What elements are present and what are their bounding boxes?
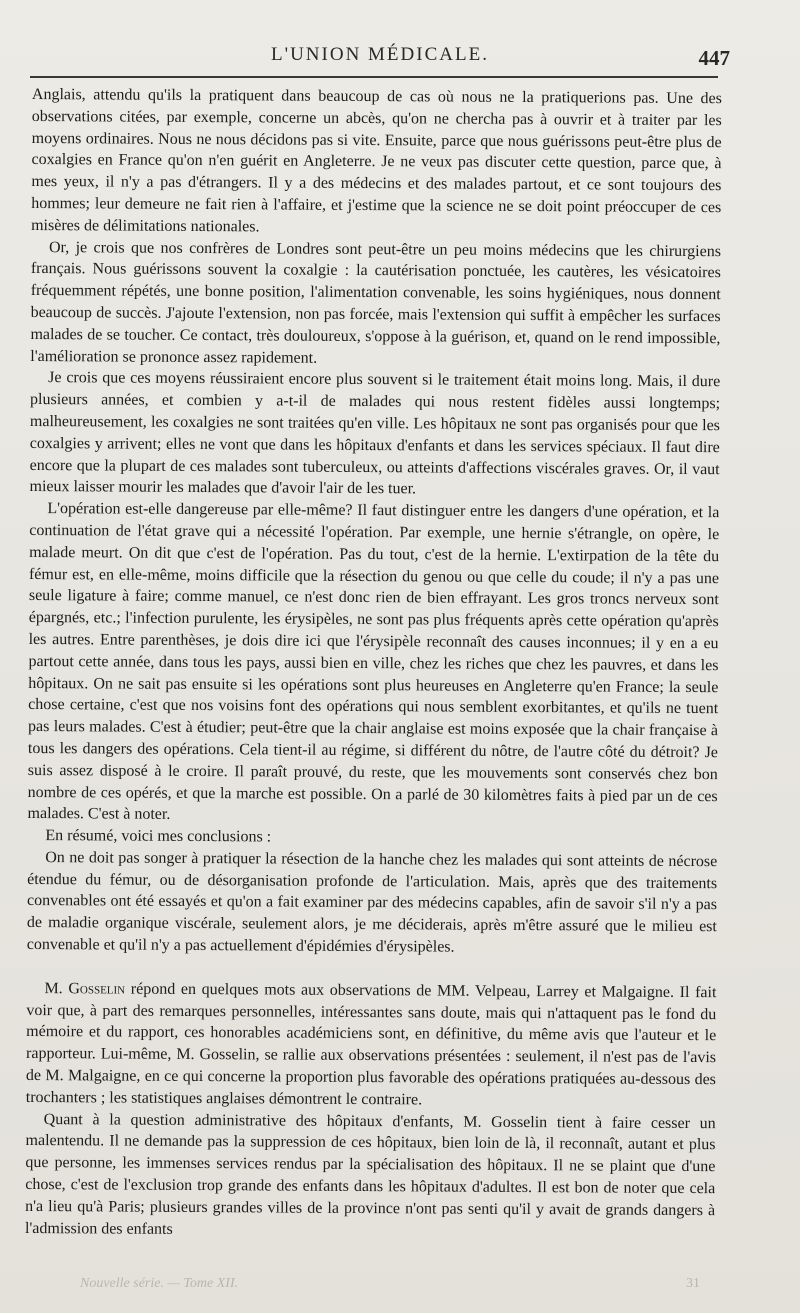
running-head: L'UNION MÉDICALE. bbox=[271, 44, 489, 65]
signature-mark: 31 bbox=[686, 1276, 700, 1291]
page-header bbox=[30, 44, 730, 74]
series-note: Nouvelle série. — Tome XII. bbox=[80, 1276, 239, 1291]
body-text bbox=[25, 84, 722, 1244]
paragraph-conclusions: On ne doit pas songer à pratiquer la résection de la hanche chez les malades qui sont atteints de nécrose étendue du fémur, ou de désorganisation profonde de l'articulation. Mais, après que des traitements convenables ont été essayés et qu'on a fait examiner par des médecins capables, afin de savoir s'il n'y a pas de maladie organique viscérale, seulement alors, je me déciderais, après m'être assuré que le milieu est convenable et qu'il n'y a pas actuellement d'épidémies d'érysipèles. bbox=[26, 848, 718, 956]
page-number: 447 bbox=[698, 46, 730, 70]
paragraph-conclusions-intro: En résumé, voici mes conclusions : bbox=[45, 827, 272, 846]
page-footer bbox=[80, 1276, 700, 1296]
paragraph-treatment: Je crois que ces moyens réussiraient encore plus souvent si le traitement était moins long. Mais, il dure plusieurs années, et combien y a-t-il de malades qui nous restent fidèles aussi longtemps; malheureusement, les coxalgies ne sont traitées qu'en ville. Les hôpitaux ne sont pas organisés pour que les coxalgies y arrivent; elles ne vont que dans les hôpitaux d'enfants et dans les services spéciaux. Il faut dire encore que la plupart de ces malades sont tuberculeux, ou atteints d'affections viscérales graves. Or, il vaut mieux laisser mourir les malades que d'avoir l'air de les tuer. bbox=[29, 369, 721, 498]
gosselin-text: répond en quelques mots aux observations de MM. Velpeau, Larrey et Malgaigne. Il fait voir que, à part des remarques personnelles, intéressantes sans doute, mais qui n'attaquent pas le fond du mémoire et du rapport, ces honorables académiciens sont, en définitive, du même avis que l'auteur et le rapporteur. Lui-même, M. Gosselin, se rallie aux observations présentées : seulement, il n'est pas de l'avis de M. Malgaigne, en ce qui concerne la proportion plus favorable des opérations pratiquées au-dessous des trochanters ; les statistiques anglaises démontrent le contraire. bbox=[25, 980, 717, 1109]
speaker-name: M. Gosselin bbox=[44, 979, 126, 998]
paragraph-operation: L'opération est-elle dangereuse par elle-même? Il faut distinguer entre les dangers d'une opération, et la continuation de l'état grave qui a nécessité l'opération. Par exemple, une hernie s'étrangle, on opère, le malade meurt. On dit que c'est de l'opération. Pas du tout, c'est de la hernie. L'extirpation de la tête du fémur est, en elle-même, moins difficile que la résection du genou ou que celle du coude; il n'y a pas une seule ligature à faire; comme manuel, ce n'est donc rien de bien effrayant. Les gros troncs nerveux sont épargnés, etc.; l'infection purulente, les érysipèles, ne sont pas plus fréquents après cette opération qu'après les autres. Entre parenthèses, je dois dire ici que l'érysipèle reconnaît des causes inconnues; il y en a eu partout cette année, dans tous les pays, aussi bien en ville, chez les riches que chez les pauvres, et dans les hôpitaux. On ne sait pas ensuite si les opérations sont plus heureuses en Angleterre qu'en France; la seule chose certaine, c'est que nos voisins font des opérations qui nous semblent exorbitantes, et qu'ils ne tuent pas leurs malades. C'est à étudier; peut-être que la chair anglaise est moins exposée que la chair française à tous les dangers des opérations. Cela tient-il au régime, si différent du nôtre, de l'autre côté du détroit? Je suis assez disposé à le croire. Il paraît prouvé, du reste, que les mouvements sont conservés chez bon nombre de ces opérés, et que la marche est possible. On a parlé de 30 kilomètres faits à pied par un de ces malades. C'est à noter. bbox=[27, 500, 720, 824]
paragraph-continuation: Anglais, attendu qu'ils la pratiquent dans beaucoup de cas où nous ne la pratiquerions pas. Une des observations citées, par exemple, concerne un abcès, qu'on ne chercha pas à ouvrir et à traiter par les moyens ordinaires. Nous ne nous décidons pas si vite. Ensuite, parce que nous guérissons peut-être plus de coxalgies en France qu'on n'en guérit en Angleterre. Je ne veux pas discuter cette question, parce que, à mes yeux, il n'y a pas d'étrangers. Il y a des médecins et des malades partout, et ce sont toujours des hommes; leur demeure ne fait rien à l'affaire, et j'estime que la science ne se doit point préoccuper de ces misères de délimitations nationales. bbox=[31, 85, 722, 236]
paragraph-surgeons: Or, je crois que nos confrères de Londres sont peut-être un peu moins médecins que les chirurgiens français. Nous guérissons souvent la coxalgie : la cautérisation ponctuée, les cautères, les vésicatoires fréquemment répétés, une bonne position, l'alimentation convenable, les soins hygiéniques, nous donnent beaucoup de succès. J'ajoute l'extension, non pas forcée, mais l'extension qui suffit à empêcher les surfaces malades de se toucher. Ce contact, très douloureux, s'oppose à la guérison, et, quand on le rend impossible, l'amélioration se prononce assez rapidement. bbox=[30, 238, 722, 367]
paragraph-hospitals: Quant à la question administrative des hôpitaux d'enfants, M. Gosselin tient à faire cesser un malentendu. Il ne demande pas la suppression de ces hôpitaux, bien loin de là, il reconnaît, autant et plus que personne, les immenses services rendus par la spécialisation des hôpitaux. Il ne se plaint que d'une chose, c'est de l'exclusion trop grande des enfants dans les hôpitaux d'adultes. Il est bon de noter que cela n'a lieu qu'à Paris; plusieurs grandes villes de la province n'ont pas senti qu'il y avait de grands dangers à l'admission des enfants bbox=[24, 1110, 716, 1238]
header-rule bbox=[30, 76, 718, 78]
paragraph-gosselin bbox=[26, 978, 717, 1113]
